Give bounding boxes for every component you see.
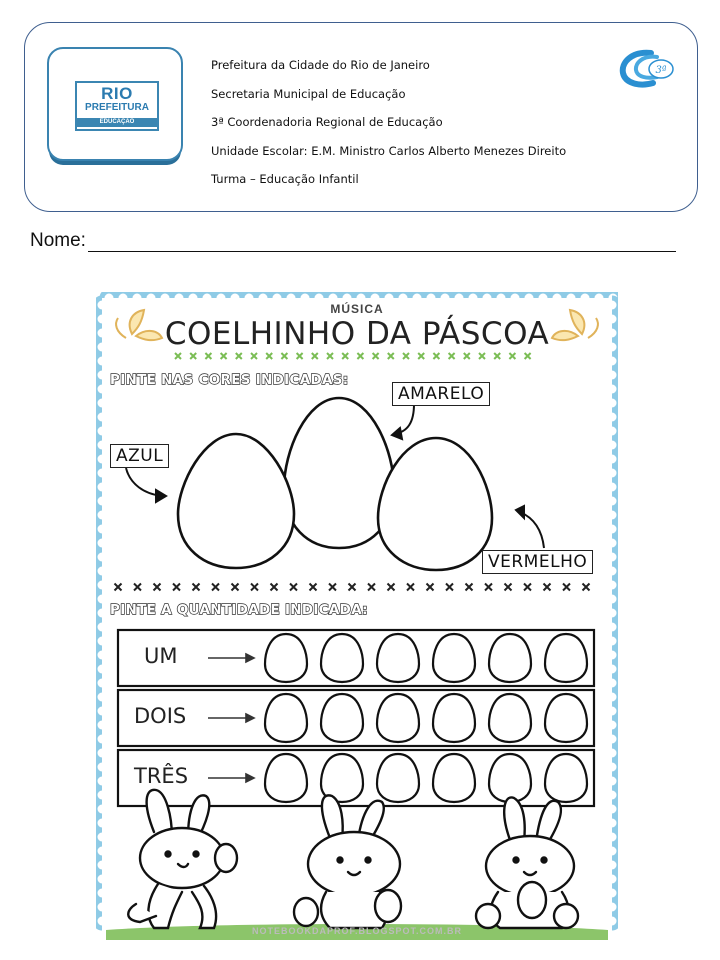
- count-egg[interactable]: [545, 634, 587, 682]
- school-header: [24, 22, 698, 212]
- x-mark: [266, 353, 272, 359]
- worksheet-subtitle: MÚSICA: [330, 302, 384, 316]
- x-mark: [221, 353, 227, 359]
- section-color-instruction: PINTE NAS CORES INDICADAS:: [110, 372, 349, 388]
- count-egg[interactable]: [265, 634, 307, 682]
- count-egg[interactable]: [321, 694, 363, 742]
- x-mark: [485, 584, 492, 591]
- x-mark: [407, 584, 414, 591]
- egg-red[interactable]: [378, 438, 492, 570]
- count-egg[interactable]: [265, 694, 307, 742]
- x-mark: [505, 584, 512, 591]
- header-line-school: Unidade Escolar: E.M. Ministro Carlos Alberto Menezes Direito: [211, 143, 567, 158]
- count-egg[interactable]: [377, 754, 419, 802]
- x-mark: [115, 584, 122, 591]
- worksheet-art: [96, 292, 618, 948]
- green-x-divider: [175, 353, 531, 359]
- x-mark: [212, 584, 219, 591]
- header-text: [211, 51, 566, 194]
- count-egg[interactable]: [433, 754, 475, 802]
- x-mark: [236, 353, 242, 359]
- x-mark: [271, 584, 278, 591]
- count-egg[interactable]: [433, 694, 475, 742]
- x-mark: [583, 584, 590, 591]
- x-mark: [251, 353, 257, 359]
- x-mark: [388, 353, 394, 359]
- rio-prefeitura-logo: [47, 47, 183, 161]
- x-mark: [563, 584, 570, 591]
- count-egg[interactable]: [377, 634, 419, 682]
- logo-emblem: [75, 81, 159, 131]
- header-line-city: Prefeitura da Cidade do Rio de Janeiro: [211, 58, 430, 72]
- count-egg[interactable]: [545, 694, 587, 742]
- x-mark: [329, 584, 336, 591]
- x-mark: [342, 353, 348, 359]
- count-egg[interactable]: [377, 694, 419, 742]
- x-mark: [297, 353, 303, 359]
- cre-logo-icon: [617, 47, 677, 91]
- egg-blue[interactable]: [178, 434, 294, 568]
- x-mark: [418, 353, 424, 359]
- x-mark: [327, 353, 333, 359]
- x-mark: [433, 353, 439, 359]
- cre-logo-text: 3ª: [655, 65, 667, 76]
- x-mark: [464, 353, 470, 359]
- color-eggs: [178, 398, 492, 570]
- label-yellow: AMARELO: [392, 382, 490, 406]
- watermark: NOTEBOOKDAPROF.BLOGSPOT.COM.BR: [251, 926, 462, 936]
- x-mark: [193, 584, 200, 591]
- black-x-divider: [115, 584, 590, 591]
- count-egg[interactable]: [489, 754, 531, 802]
- x-mark: [173, 584, 180, 591]
- x-mark: [509, 353, 515, 359]
- x-mark: [232, 584, 239, 591]
- x-mark: [154, 584, 161, 591]
- worksheet: [96, 292, 618, 948]
- x-mark: [494, 353, 500, 359]
- worksheet-title: COELHINHO DA PÁSCOA: [164, 316, 550, 352]
- bunny-middle-icon: [294, 795, 401, 928]
- label-blue: AZUL: [110, 444, 169, 468]
- x-mark: [525, 353, 531, 359]
- logo-brand: RIO: [101, 84, 133, 103]
- x-mark: [357, 353, 363, 359]
- header-line-coordination: 3ª Coordenadoria Regional de Educação: [211, 115, 443, 130]
- x-mark: [427, 584, 434, 591]
- count-egg[interactable]: [489, 634, 531, 682]
- name-field: [30, 230, 676, 252]
- header-line-class: Turma – Educação Infantil: [211, 172, 359, 187]
- x-mark: [349, 584, 356, 591]
- label-red: VERMELHO: [482, 550, 593, 574]
- x-mark: [479, 353, 485, 359]
- row-label-dois: DOIS: [134, 704, 187, 728]
- row-label-tres: TRÊS: [134, 764, 189, 788]
- x-mark: [281, 353, 287, 359]
- x-mark: [190, 353, 196, 359]
- logo-subtitle: PREFEITURA: [85, 102, 149, 113]
- x-mark: [205, 353, 211, 359]
- count-egg[interactable]: [545, 754, 587, 802]
- section-quantity-instruction: PINTE A QUANTIDADE INDICADA:: [110, 602, 368, 618]
- x-mark: [446, 584, 453, 591]
- x-mark: [524, 584, 531, 591]
- x-mark: [373, 353, 379, 359]
- name-label: Nome:: [30, 230, 86, 251]
- x-mark: [290, 584, 297, 591]
- count-egg[interactable]: [433, 634, 475, 682]
- x-mark: [251, 584, 258, 591]
- x-mark: [368, 584, 375, 591]
- row-label-um: UM: [144, 644, 178, 668]
- name-blank-line[interactable]: [88, 231, 676, 252]
- x-mark: [312, 353, 318, 359]
- count-egg[interactable]: [489, 694, 531, 742]
- x-mark: [403, 353, 409, 359]
- bunny-right-icon: [476, 797, 578, 928]
- x-mark: [544, 584, 551, 591]
- header-line-secretary: Secretaria Municipal de Educação: [211, 86, 406, 101]
- logo-department: EDUCAÇÃO: [77, 118, 157, 127]
- x-mark: [388, 584, 395, 591]
- bunny-left-icon: [128, 790, 237, 928]
- count-egg[interactable]: [321, 634, 363, 682]
- x-mark: [310, 584, 317, 591]
- x-mark: [449, 353, 455, 359]
- x-mark: [466, 584, 473, 591]
- count-egg[interactable]: [265, 754, 307, 802]
- x-mark: [175, 353, 181, 359]
- x-mark: [134, 584, 141, 591]
